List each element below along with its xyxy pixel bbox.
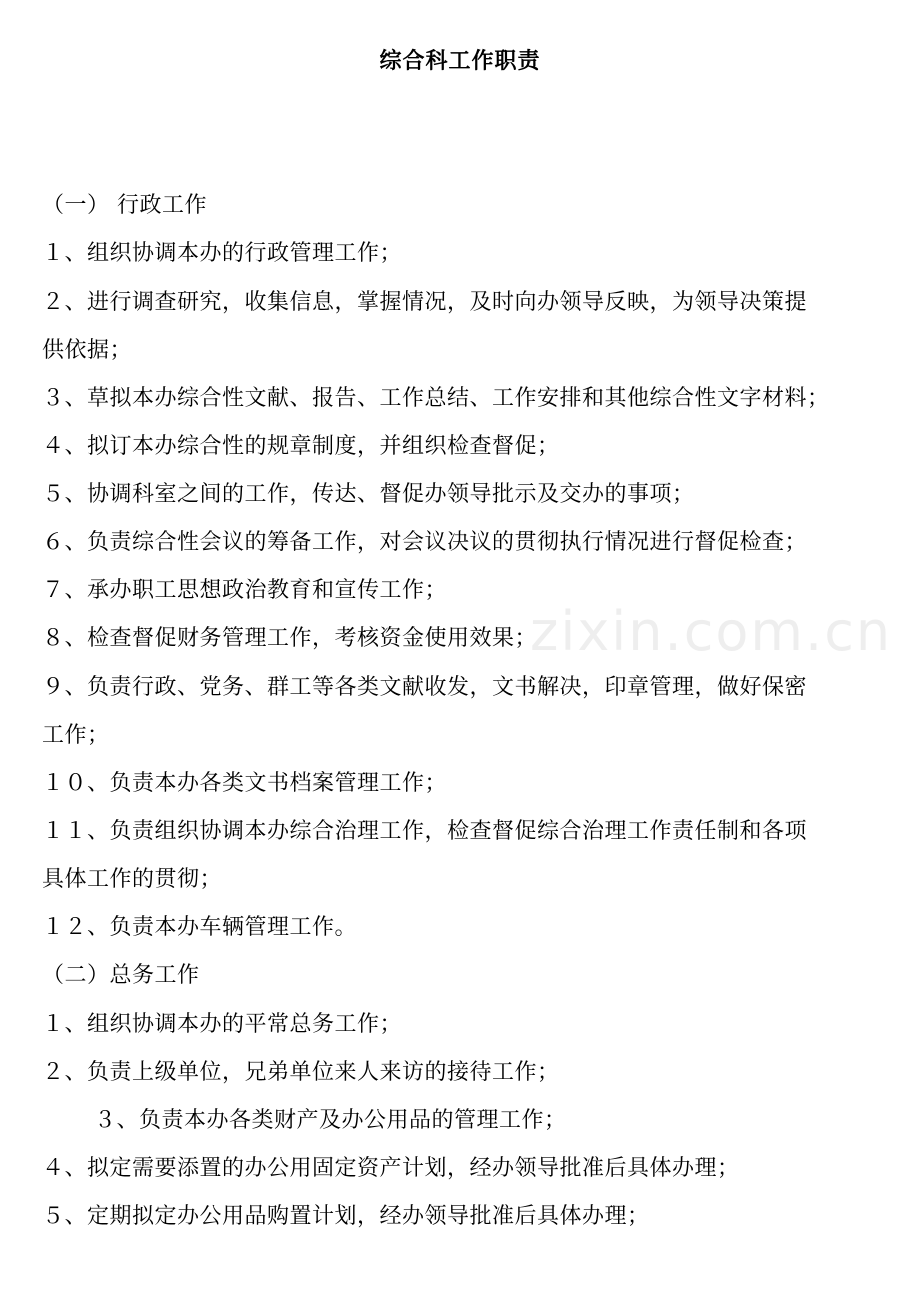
list-item-continuation: 工作； <box>42 723 110 748</box>
watermark: zixin.com.cn <box>530 600 893 663</box>
list-item: ４、拟订本办综合性的规章制度，并组织检查督促； <box>42 434 560 459</box>
list-item: ８、检查督促财务管理工作，考核资金使用效果； <box>42 626 538 651</box>
list-item: １、组织协调本办的行政管理工作； <box>42 241 403 266</box>
document-title: 综合科工作职责 <box>379 49 541 74</box>
list-item: １１、负责组织协调本办综合治理工作，检查督促综合治理工作责任制和各项 <box>42 819 808 844</box>
list-item: ９、负责行政、党务、群工等各类文献收发，文书解决，印章管理，做好保密 <box>42 675 808 700</box>
list-item: １０、负责本办各类文书档案管理工作； <box>42 771 448 796</box>
list-item: １２、负责本办车辆管理工作。 <box>42 915 358 940</box>
list-item: ７、承办职工思想政治教育和宣传工作； <box>42 578 448 603</box>
list-item: １、组织协调本办的平常总务工作； <box>42 1012 403 1037</box>
list-item: ３、草拟本办综合性文献、报告、工作总结、工作安排和其他综合性文字材料； <box>42 386 830 411</box>
list-item: ５、定期拟定办公用品购置计划，经办领导批准后具体办理； <box>42 1204 650 1229</box>
list-item-indented: ３、负责本办各类财产及办公用品的管理工作； <box>94 1108 567 1133</box>
section-heading-administration: （一） 行政工作 <box>42 193 207 218</box>
list-item: ２、进行调查研究，收集信息，掌握情况，及时向办领导反映，为领导决策提 <box>42 290 808 315</box>
list-item: ６、负责综合性会议的筹备工作，对会议决议的贯彻执行情况进行督促检查； <box>42 530 808 555</box>
list-item: ４、拟定需要添置的办公用固定资产计划，经办领导批准后具体办理； <box>42 1156 740 1181</box>
section-heading-general-affairs: （二）总务工作 <box>42 963 200 988</box>
list-item-continuation: 具体工作的贯彻； <box>42 867 223 892</box>
list-item: ５、协调科室之间的工作，传达、督促办领导批示及交办的事项； <box>42 482 695 507</box>
list-item: ２、负责上级单位，兄弟单位来人来访的接待工作； <box>42 1060 560 1085</box>
list-item-continuation: 供依据； <box>42 338 133 363</box>
